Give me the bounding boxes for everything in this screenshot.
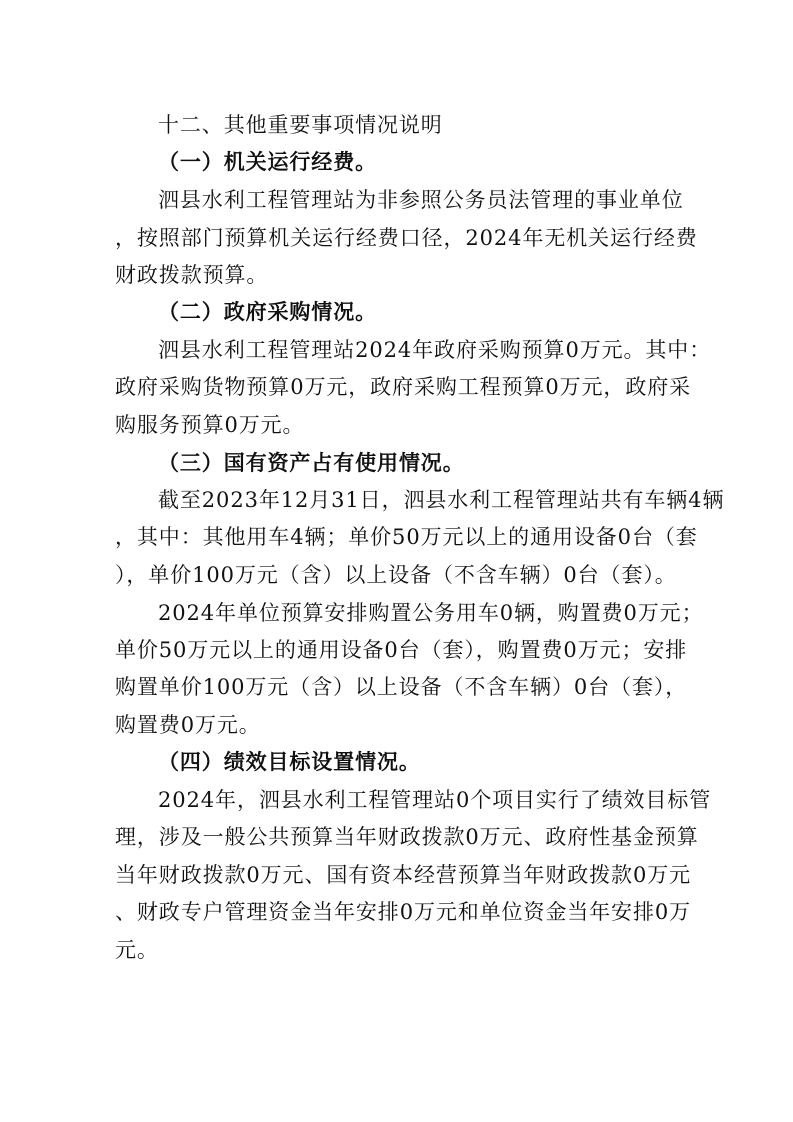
paragraph-line: 购置费0万元。 (115, 713, 261, 737)
paragraph-line: ，按照部门预算机关运行经费口径，2024年无机关运行经费 (115, 226, 698, 250)
paragraph-line: 截至2023年12月31日，泗县水利工程管理站共有车辆4辆 (158, 488, 725, 512)
paragraph-line: 泗县水利工程管理站为非参照公务员法管理的事业单位 (158, 188, 684, 212)
paragraph-line: 2024年单位预算安排购置公务用车0辆，购置费0万元； (158, 601, 704, 625)
paragraph-line: 单价50万元以上的通用设备0台（套），购置费0万元；安排 (115, 638, 688, 662)
paragraph-line: 元。 (115, 938, 159, 962)
paragraph-line: 购置单价100万元（含）以上设备（不含车辆）0台（套）， (115, 675, 688, 699)
paragraph-line: 财政拨款预算。 (115, 263, 269, 287)
section-title: 十二、其他重要事项情况说明 (158, 113, 443, 137)
paragraph-line: ，其中：其他用车4辆；单价50万元以上的通用设备0台（套 (115, 525, 698, 549)
paragraph-line: 泗县水利工程管理站2024年政府采购预算0万元。其中： (158, 338, 712, 362)
paragraph-line: 当年财政拨款0万元、国有资本经营预算当年财政拨款0万元 (115, 863, 692, 887)
subsection-heading-1: （一）机关运行经费。 (158, 149, 377, 174)
subsection-heading-3: （三）国有资产占有使用情况。 (158, 450, 465, 475)
subsection-heading-2: （二）政府采购情况。 (158, 299, 377, 324)
paragraph-line: 政府采购货物预算0万元，政府采购工程预算0万元，政府采 (115, 375, 692, 399)
paragraph-line: ），单价100万元（含）以上设备（不含车辆）0台（套）。 (115, 563, 677, 587)
paragraph-line: 2024年，泗县水利工程管理站0个项目实行了绩效目标管 (158, 788, 712, 812)
subsection-heading-4: （四）绩效目标设置情况。 (158, 749, 421, 774)
paragraph-line: 、财政专户管理资金当年安排0万元和单位资金当年安排0万 (115, 900, 692, 924)
paragraph-line: 购服务预算0万元。 (115, 413, 305, 437)
paragraph-line: 理，涉及一般公共预算当年财政拨款0万元、政府性基金预算 (115, 825, 699, 849)
